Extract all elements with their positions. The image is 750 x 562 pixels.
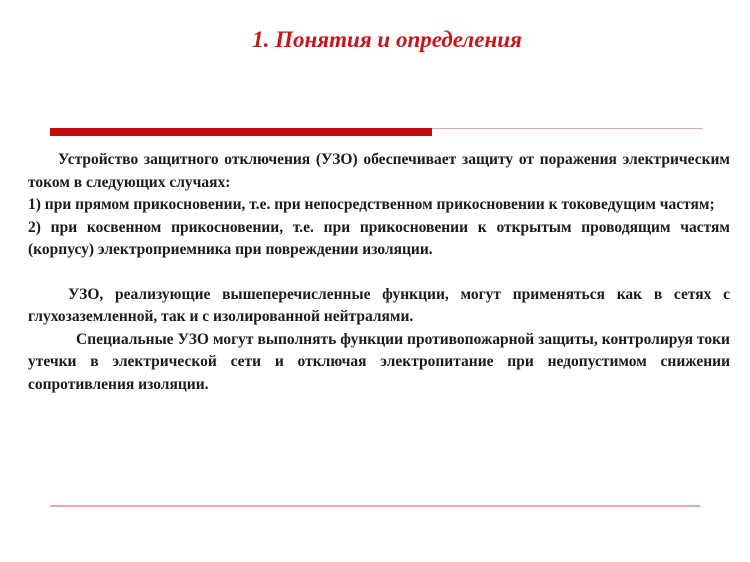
top-divider-line <box>432 128 703 129</box>
slide-title: 1. Понятия и определения <box>252 27 522 52</box>
bottom-divider-line <box>50 505 700 507</box>
list-item-direct-contact: 1) при прямом прикосновении, т.е. при непосредственном прикосновении к токоведущим частям; <box>28 196 715 213</box>
accent-bar <box>50 128 432 136</box>
paragraph-fire-protection: Специальные УЗО могут выполнять функции противопожарной защиты, контролируя токи утечки в электрической сети и отключая электропитание при недопустимом снижении сопротивления изоляции. <box>28 330 730 393</box>
paragraph-neutral-systems: УЗО, реализующие вышеперечисленные функции, могут применяться как в сетях с глухозаземленной, так и с изолированной нейтралями. <box>28 285 730 325</box>
spacer <box>28 262 730 284</box>
list-item-indirect-contact: 2) при косвенном прикосновении, т.е. при прикосновении к открытым проводящим частям (корпусу) электроприемника при повреждении изоляции. <box>28 218 730 258</box>
paragraph-intro: Устройство защитного отключения (УЗО) обеспечивает защиту от поражения электрическим током в следующих случаях: <box>28 151 730 191</box>
slide-body <box>28 149 730 396</box>
